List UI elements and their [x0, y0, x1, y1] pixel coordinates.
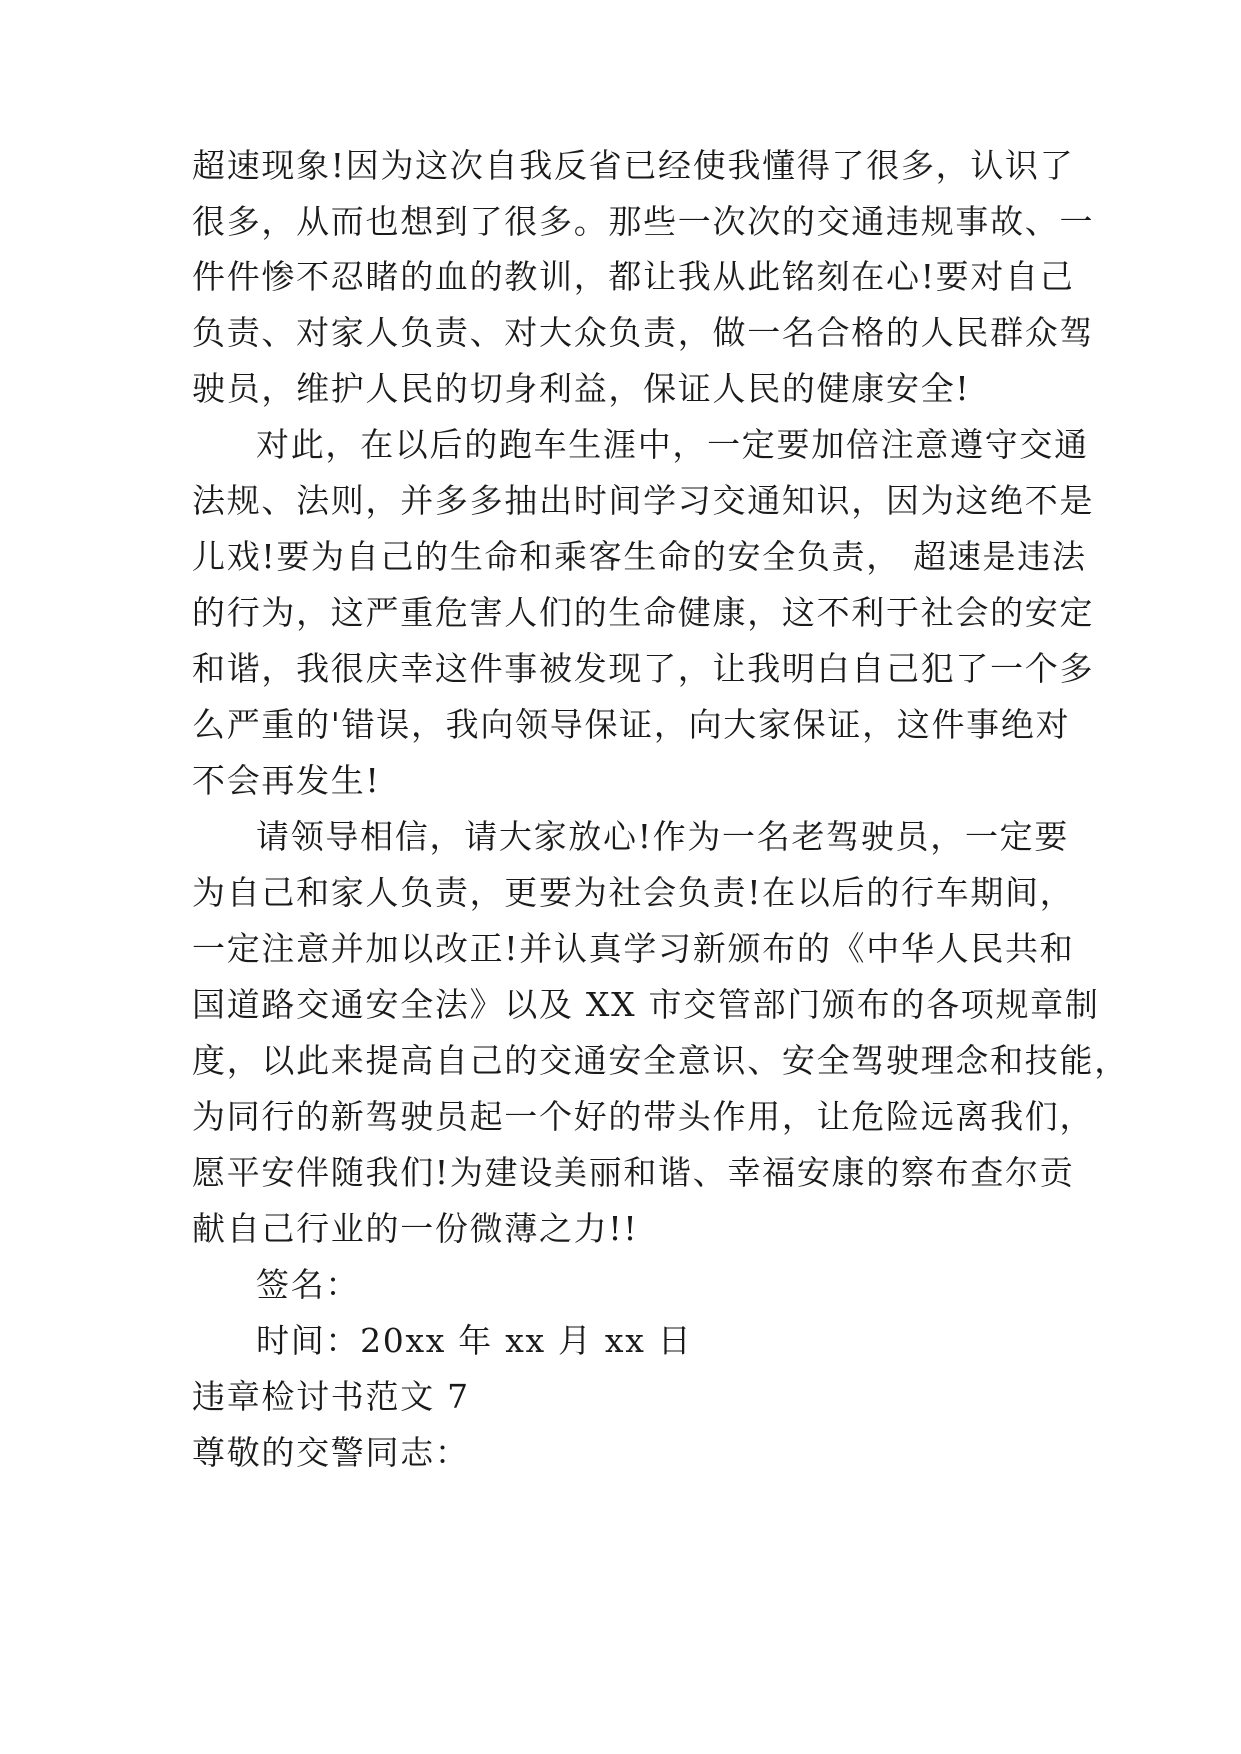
- paragraph-3-line-2: 为自己和家人负责，更要为社会负责!在以后的行车期间，: [192, 873, 1075, 912]
- paragraph-2-line-3: 儿戏!要为自己的生命和乘客生命的安全负责， 超速是违法: [192, 537, 1087, 576]
- paragraph-1-line-2: 很多，从而也想到了很多。那些一次次的交通违规事故、一: [192, 202, 1095, 241]
- paragraph-2-line-2: 法规、法则，并多多抽出时间学习交通知识，因为这绝不是: [192, 481, 1095, 520]
- paragraph-3-line-3: 一定注意并加以改正!并认真学习新颁布的《中华人民共和: [192, 929, 1075, 968]
- paragraph-3-line-4: 国道路交通安全法》以及 XX 市交管部门颁布的各项规章制: [192, 985, 1100, 1024]
- paragraph-3-line-7: 愿平安伴随我们!为建设美丽和谐、幸福安康的察布查尔贡: [192, 1153, 1075, 1192]
- section-title: 违章检讨书范文 7: [192, 1377, 470, 1416]
- paragraph-2-line-5: 和谐，我很庆幸这件事被发现了，让我明白自己犯了一个多: [192, 649, 1095, 688]
- paragraph-2-line-6: 么严重的'错误，我向领导保证，向大家保证，这件事绝对: [192, 705, 1071, 744]
- paragraph-3-line-1: 请领导相信，请大家放心!作为一名老驾驶员，一定要: [256, 817, 1070, 856]
- paragraph-3-line-5: 度，以此来提高自己的交通安全意识、安全驾驶理念和技能，: [192, 1041, 1129, 1080]
- paragraph-2-line-7: 不会再发生!: [192, 761, 381, 800]
- paragraph-2-line-1: 对此，在以后的跑车生涯中，一定要加倍注意遵守交通: [256, 425, 1089, 464]
- signature-label: 签名：: [256, 1265, 361, 1304]
- salutation: 尊敬的交警同志：: [192, 1433, 470, 1472]
- date-line: 时间：20xx 年 xx 月 xx 日: [256, 1321, 693, 1360]
- paragraph-3-line-6: 为同行的新驾驶员起一个好的带头作用，让危险远离我们，: [192, 1097, 1095, 1136]
- paragraph-1-line-5: 驶员，维护人民的切身利益，保证人民的健康安全!: [192, 369, 971, 408]
- paragraph-1-line-3: 件件惨不忍睹的血的教训，都让我从此铭刻在心!要对自己: [192, 257, 1075, 296]
- paragraph-1-line-4: 负责、对家人负责、对大众负责，做一名合格的人民群众驾: [192, 313, 1095, 352]
- paragraph-3-line-8: 献自己行业的一份微薄之力!!: [192, 1209, 639, 1248]
- paragraph-1-line-1: 超速现象!因为这次自我反省已经使我懂得了很多，认识了: [192, 146, 1075, 185]
- paragraph-2-line-4: 的行为，这严重危害人们的生命健康，这不利于社会的安定: [192, 593, 1095, 632]
